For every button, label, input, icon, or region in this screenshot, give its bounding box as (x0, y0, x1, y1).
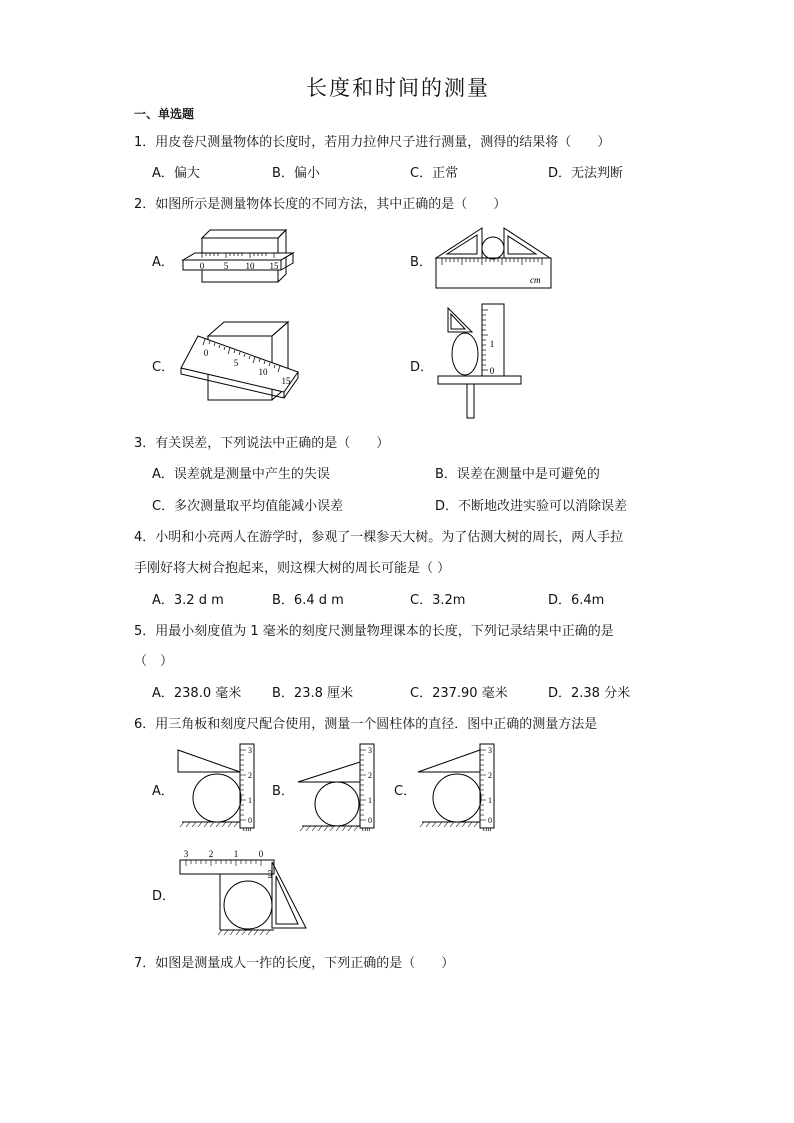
q6a-tick-1: 1 (248, 796, 252, 805)
q2-option-b[interactable]: B． (410, 255, 432, 270)
page-title: 长度和时间的测量 (306, 76, 490, 100)
q2d-tick-0: 0 (489, 366, 495, 376)
question-5-stem-line2: （ ） (134, 654, 174, 669)
question-2-stem: 2．如图所示是测量物体长度的不同方法，其中正确的是（ ） (134, 197, 507, 212)
q4-option-b[interactable]: B．6.4 d m (272, 593, 344, 608)
q6d-tick-3: 3 (183, 849, 189, 859)
q6b-tick-2: 2 (368, 771, 372, 780)
question-1-stem: 1．用皮卷尺测量物体的长度时，若用力拉伸尺子进行测量，测得的结果将（ ） (134, 135, 611, 150)
q2-figure-a (180, 225, 295, 285)
q6-figure-b (296, 742, 390, 834)
q4-option-a[interactable]: A．3.2 d m (152, 593, 224, 608)
q2-option-a[interactable]: A． (152, 255, 174, 270)
q2-figure-b (434, 220, 554, 292)
q6c-unit: cm (482, 825, 492, 833)
q2c-tick-5: 5 (233, 358, 239, 368)
q6-figure-d (176, 846, 312, 938)
q2-figure-d (436, 300, 526, 420)
q5-option-a[interactable]: A．238.0 毫米 (152, 686, 242, 701)
q1-option-c[interactable]: C．正常 (410, 166, 459, 181)
q2a-tick-10: 10 (245, 261, 255, 271)
q6b-tick-0: 0 (368, 816, 372, 825)
question-5-stem-line1: 5．用最小刻度值为 1 毫米的刻度尺测量物理课本的长度，下列记录结果中正确的是 (134, 624, 614, 639)
q2-figure-c (178, 318, 298, 404)
q5-option-b[interactable]: B．23.8 厘米 (272, 686, 353, 701)
q2c-tick-0: 0 (203, 348, 209, 358)
q3-option-c[interactable]: C．多次测量取平均值能减小误差 (152, 499, 344, 514)
q2a-tick-0: 0 (199, 261, 205, 271)
q4-option-d[interactable]: D．6.4m (548, 593, 605, 608)
q3-option-a[interactable]: A．误差就是测量中产生的失误 (152, 467, 330, 482)
q2d-tick-1: 1 (489, 339, 495, 349)
q3-option-b[interactable]: B．误差在测量中是可避免的 (435, 467, 600, 482)
q6a-tick-3: 3 (248, 746, 252, 755)
q1-option-a[interactable]: A．偏大 (152, 166, 200, 181)
q6c-tick-1: 1 (488, 796, 492, 805)
section-heading: 一、单选题 (134, 107, 195, 121)
q2b-unit-label: cm (530, 275, 541, 285)
q2c-tick-15: 15 (281, 376, 291, 386)
q6b-tick-3: 3 (368, 746, 372, 755)
q1-option-b[interactable]: B．偏小 (272, 166, 320, 181)
question-4-stem-line1: 4．小明和小亮两人在游学时，参观了一棵参天大树。为了估测大树的周长，两人手拉 (134, 530, 624, 545)
q6b-unit: cm (361, 825, 371, 833)
question-4-stem-line2: 手刚好将大树合抱起来，则这棵大树的周长可能是（ ） (134, 561, 451, 576)
question-7-stem: 7．如图是测量成人一拃的长度，下列正确的是（ ） (134, 956, 455, 971)
q5-option-c[interactable]: C．237.90 毫米 (410, 686, 508, 701)
q6c-tick-2: 2 (488, 771, 492, 780)
q6d-unit: cm (266, 870, 274, 879)
q6-option-d[interactable]: D． (152, 889, 176, 904)
question-3-stem: 3．有关误差，下列说法中正确的是（ ） (134, 436, 390, 451)
question-6-stem: 6．用三角板和刻度尺配合使用，测量一个圆柱体的直径．图中正确的测量方法是 (134, 717, 598, 732)
q6a-tick-2: 2 (248, 771, 252, 780)
q6-figure-c (416, 742, 510, 834)
q2c-tick-10: 10 (258, 367, 268, 377)
q6-option-a[interactable]: A． (152, 784, 174, 799)
q6-option-c[interactable]: C． (394, 784, 417, 799)
q2-option-d[interactable]: D． (410, 360, 434, 375)
q5-option-d[interactable]: D．2.38 分米 (548, 686, 631, 701)
q6d-tick-0: 0 (258, 849, 264, 859)
q6b-tick-1: 1 (368, 796, 372, 805)
q6d-tick-1: 1 (233, 849, 239, 859)
q6d-tick-2: 2 (208, 849, 214, 859)
q2-option-c[interactable]: C． (152, 360, 175, 375)
q2a-tick-15: 15 (269, 261, 279, 271)
q6a-tick-0: 0 (248, 816, 252, 825)
q6c-tick-0: 0 (488, 816, 492, 825)
q6-figure-a (176, 742, 270, 834)
q6-option-b[interactable]: B． (272, 784, 294, 799)
q1-option-d[interactable]: D．无法判断 (548, 166, 624, 181)
q6a-unit: cm (242, 825, 252, 833)
q6c-tick-3: 3 (488, 746, 492, 755)
q3-option-d[interactable]: D．不断地改进实验可以消除误差 (435, 499, 628, 514)
q4-option-c[interactable]: C．3.2m (410, 593, 466, 608)
q2a-tick-5: 5 (223, 261, 229, 271)
